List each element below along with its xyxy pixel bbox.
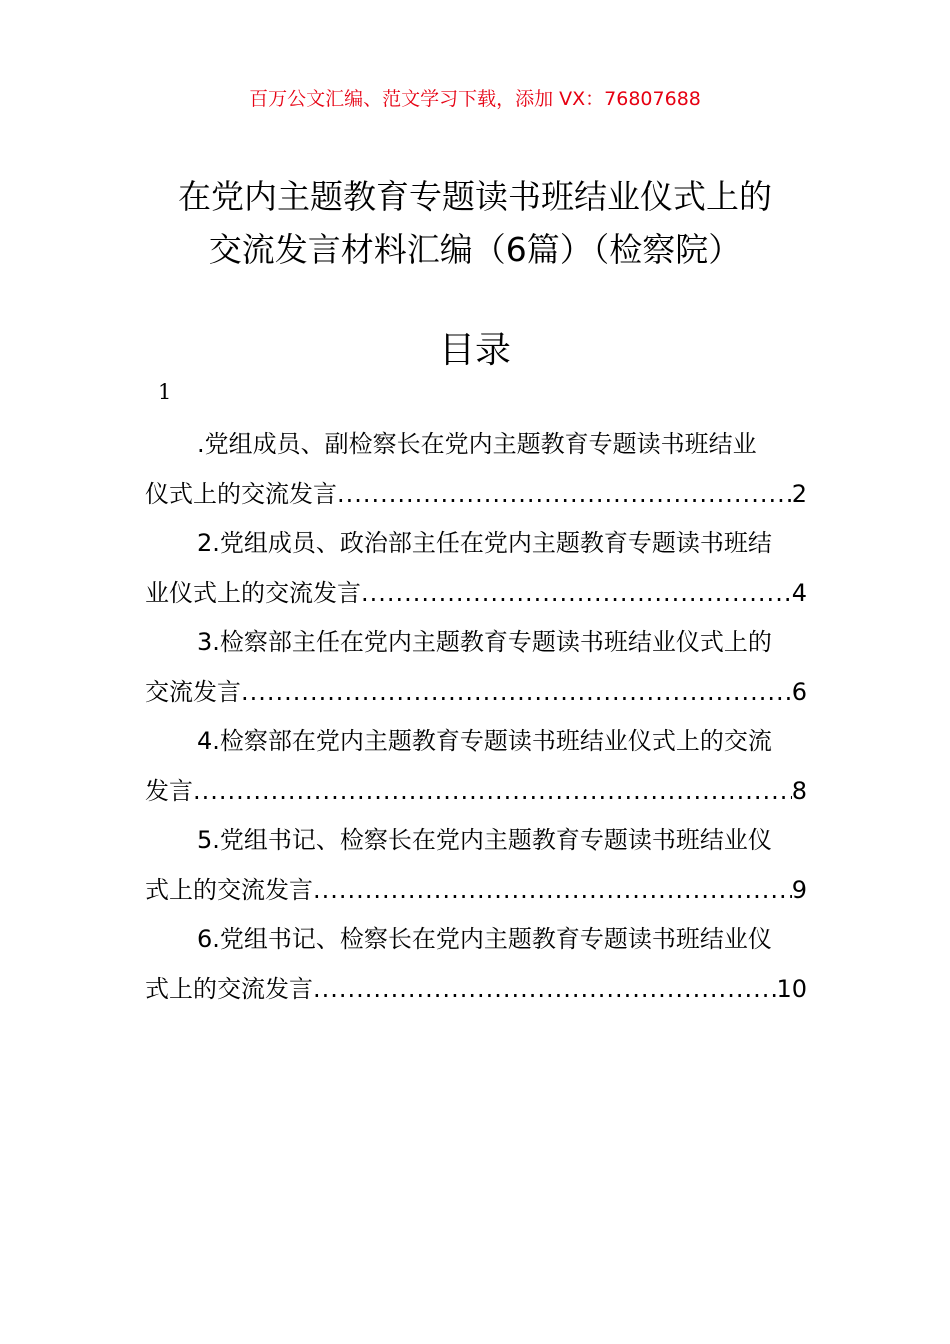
toc-entry-text: 4.检察部在党内主题教育专题读书班结业仪式上的交流: [197, 727, 772, 755]
toc-entry-text-cont: 式上的交流发言: [145, 974, 313, 1003]
toc-heading: 目录: [438, 330, 511, 371]
toc-entry-text-cont: 发言: [145, 776, 193, 805]
toc-page-number: 4: [791, 578, 807, 607]
toc-entry-text: .党组成员、副检察长在党内主题教育专题读书班结业: [197, 430, 757, 458]
leader-dots: [313, 866, 792, 916]
leader-dots: [241, 668, 792, 718]
toc-entry-2[interactable]: [145, 519, 807, 618]
toc-entry-text: 5.党组书记、检察长在党内主题教育专题读书班结业仪: [197, 826, 772, 854]
leader-dots: [337, 470, 792, 520]
toc-entry-text: 3.检察部主任在党内主题教育专题读书班结业仪式上的: [197, 628, 772, 656]
toc-page-number: 6: [791, 677, 807, 706]
toc-entry-3[interactable]: [145, 618, 807, 717]
toc-entry-text-cont: 业仪式上的交流发言: [145, 578, 361, 607]
leader-dots: [361, 569, 792, 619]
stray-number: 1: [158, 380, 172, 404]
toc-page-number: 2: [791, 479, 807, 508]
toc-page-number: 9: [791, 875, 807, 904]
toc-entry-text-cont: 仪式上的交流发言: [145, 479, 337, 508]
document-title: [0, 170, 950, 276]
watermark-header: 百万公文汇编、范文学习下载，添加 VX：76807688: [249, 88, 701, 110]
leader-dots: [193, 767, 792, 817]
toc-entry-text-cont: 式上的交流发言: [145, 875, 313, 904]
toc-page-number: 10: [776, 974, 807, 1003]
toc-entry-text: 2.党组成员、政治部主任在党内主题教育专题读书班结: [197, 529, 772, 557]
toc-entry-4[interactable]: [145, 717, 807, 816]
title-line-2: 交流发言材料汇编（6篇）（检察院）: [208, 230, 742, 269]
toc-entry-6[interactable]: [145, 915, 807, 1014]
toc-entry-text-cont: 交流发言: [145, 677, 241, 706]
toc-page-number: 8: [791, 776, 807, 805]
toc-entry-text: 6.党组书记、检察长在党内主题教育专题读书班结业仪: [197, 925, 772, 953]
title-line-1: 在党内主题教育专题读书班结业仪式上的: [178, 177, 772, 216]
toc-entry-1[interactable]: [145, 420, 807, 519]
toc-entry-5[interactable]: [145, 816, 807, 915]
table-of-contents: [145, 420, 807, 1014]
leader-dots: [313, 965, 776, 1015]
